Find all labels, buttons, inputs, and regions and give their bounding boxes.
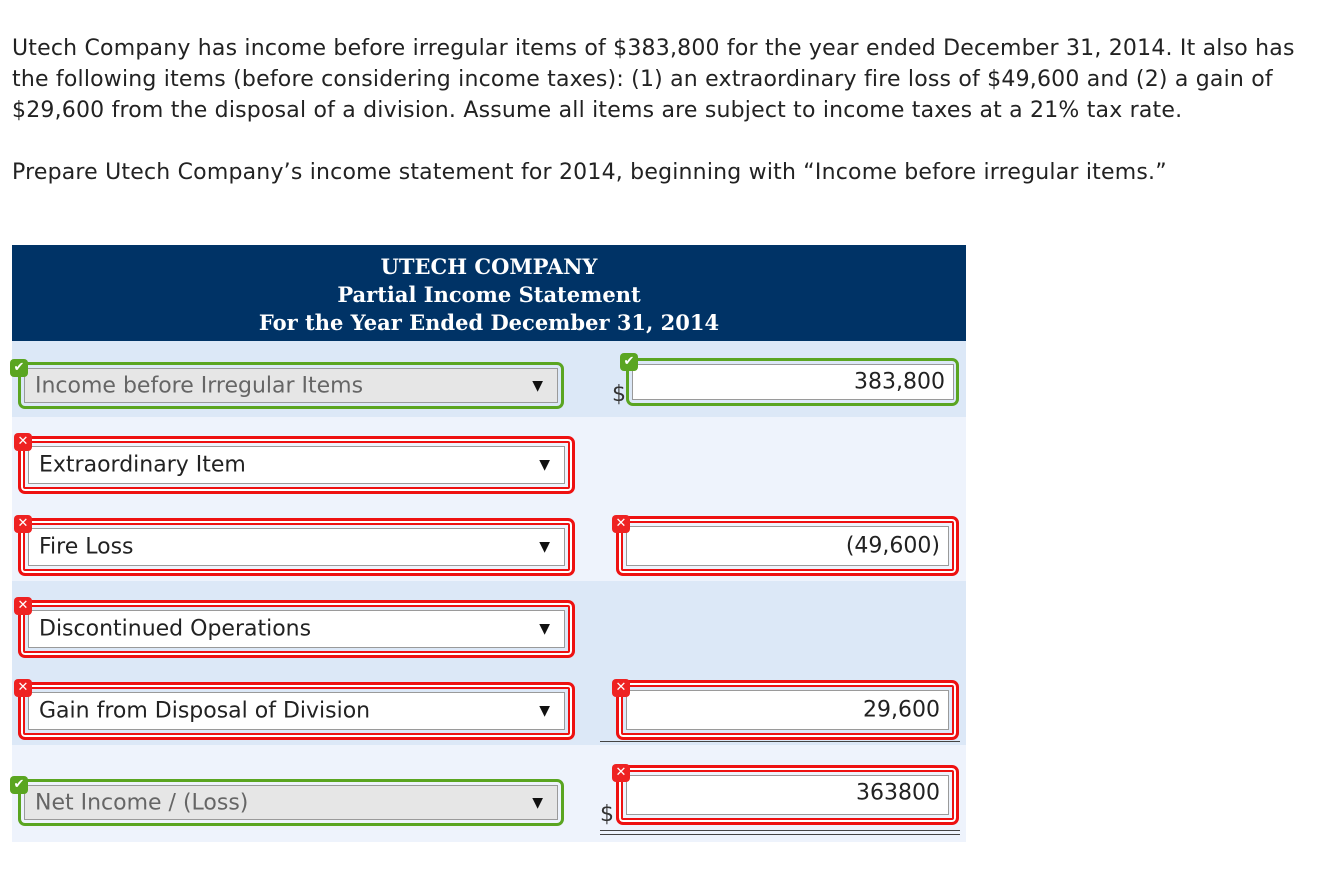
amount-value: 363800 [856,780,940,806]
line-item-dropdown[interactable] [28,528,565,566]
x-mark-icon: ✕ [612,515,630,533]
problem-instruction: Prepare Utech Company’s income statement for 2014, beginning with “Income before irregular items.” [12,160,1167,185]
currency-symbol: $ [612,382,626,407]
dropdown-arrow-icon: ▼ [539,539,550,555]
statement-title: Partial Income Statement [337,282,641,307]
company-name: UTECH COMPANY [380,254,598,279]
statement-row [12,499,966,581]
income-statement [12,245,966,842]
dropdown-arrow-icon: ▼ [539,621,550,637]
dropdown-selected-label: Fire Loss [39,534,134,560]
line-item-dropdown[interactable] [28,610,565,648]
dropdown-selected-label: Extraordinary Item [39,452,246,478]
dropdown-arrow-icon: ▼ [532,377,543,394]
statement-row [12,581,966,663]
currency-symbol: $ [600,802,614,827]
statement-row [12,745,966,842]
checkmark-icon: ✔ [10,776,28,794]
problem-paragraph: Utech Company has income before irregular items of $383,800 for the year ended December 31, 2014. It also has the following items (before considering income taxes): (1) an extraordinary fire loss of $49,600 and (2) a gain of $29,600 from the disposal of a division. Assume all items are subject to income taxes at a 21% tax rate. [12,36,1295,123]
line-item-dropdown[interactable] [24,785,558,820]
subtotal-underline [600,741,960,742]
amount-value: 383,800 [854,369,945,395]
statement-row [12,341,966,417]
total-double-underline-top [600,830,960,831]
line-item-dropdown[interactable] [28,692,565,730]
statement-row [12,417,966,499]
total-double-underline-bottom [600,834,960,835]
x-mark-icon: ✕ [14,433,32,451]
x-mark-icon: ✕ [612,764,630,782]
checkmark-icon: ✔ [620,353,638,371]
amount-value: (49,600) [845,533,940,559]
x-mark-icon: ✕ [14,515,32,533]
checkmark-icon: ✔ [10,359,28,377]
x-mark-icon: ✕ [14,679,32,697]
amount-input[interactable] [626,526,949,566]
problem-text [12,33,1312,188]
dropdown-selected-label: Income before Irregular Items [35,373,364,398]
dropdown-arrow-icon: ▼ [539,703,550,719]
dropdown-selected-label: Net Income / (Loss) [35,790,249,815]
amount-input[interactable] [626,775,949,815]
x-mark-icon: ✕ [14,597,32,615]
line-item-dropdown[interactable] [24,368,558,403]
amount-value: 29,600 [863,697,940,723]
dropdown-arrow-icon: ▼ [532,794,543,811]
dropdown-selected-label: Discontinued Operations [39,616,312,642]
x-mark-icon: ✕ [612,679,630,697]
dropdown-selected-label: Gain from Disposal of Division [39,698,371,724]
dropdown-arrow-icon: ▼ [539,457,550,473]
amount-input[interactable] [632,364,954,400]
line-item-dropdown[interactable] [28,446,565,484]
amount-input[interactable] [626,690,949,730]
statement-period: For the Year Ended December 31, 2014 [258,310,720,335]
statement-header [12,245,966,341]
statement-row [12,663,966,745]
